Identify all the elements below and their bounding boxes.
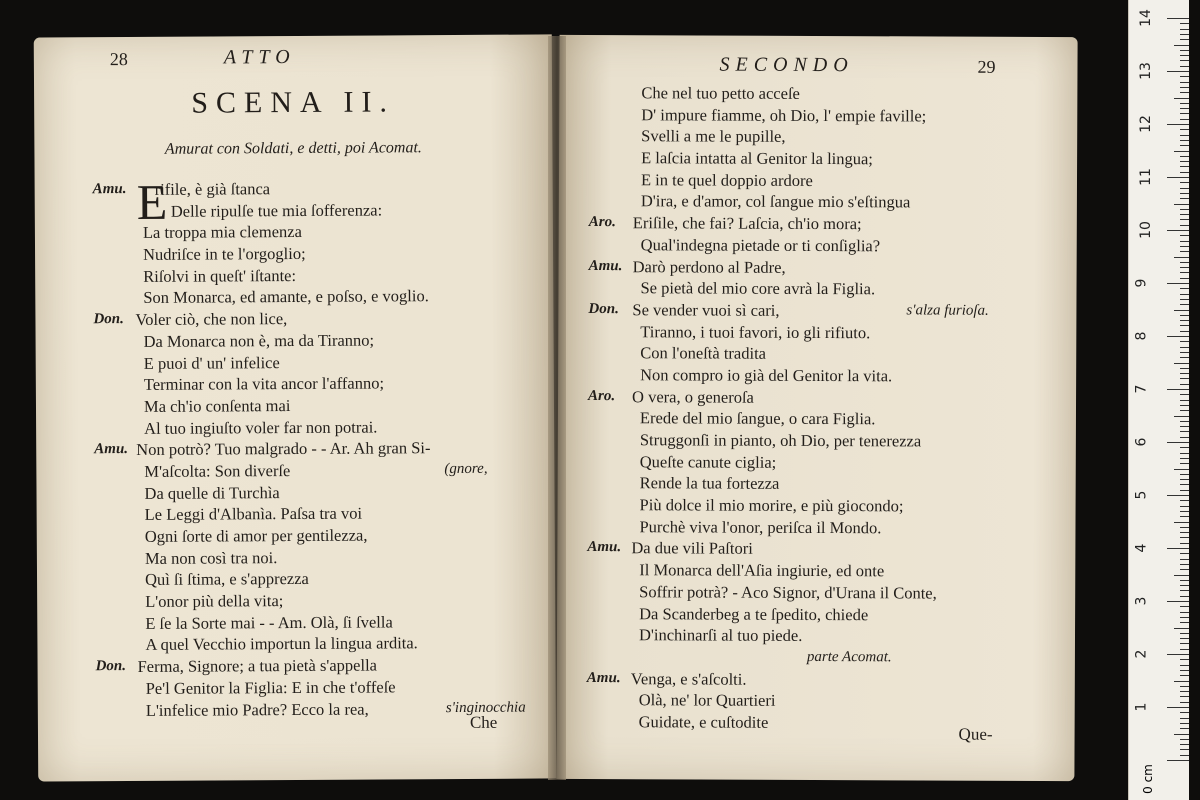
- verse-line: [588, 299, 1058, 323]
- ruler-tick: [1180, 23, 1189, 24]
- ruler-tick: [1180, 410, 1189, 411]
- verse-line: [587, 668, 1057, 692]
- verse-line: [588, 407, 1058, 431]
- verse-text: Eriſile, che fai? Laſcia, ch'io mora;: [632, 213, 862, 234]
- verse-text: Con l'oneſtà tradita: [640, 343, 767, 364]
- ruler-tick: [1180, 405, 1189, 406]
- verse-text: Da Monarca non è, ma da Tiranno;: [143, 330, 375, 351]
- verse-line: [95, 523, 545, 547]
- ruler-tick: [1180, 723, 1189, 724]
- verse-line: [94, 372, 544, 396]
- ruler-tick: [1180, 453, 1189, 454]
- right-page: [556, 35, 1077, 781]
- verse-text: A quel Vecchio importun la lingua ardita.: [145, 633, 418, 655]
- speaker-label: Amu.: [94, 441, 129, 458]
- ruler-tick: [1180, 325, 1189, 326]
- verse-line: [93, 198, 543, 222]
- ruler-tick: [1180, 198, 1189, 199]
- verse-line: [95, 610, 545, 634]
- ruler-tick: [1180, 739, 1189, 740]
- ruler-number: 3: [1133, 596, 1150, 606]
- verse-text: Quì ſi ſtima, e s'apprezza: [144, 569, 309, 590]
- ruler-tick: [1180, 580, 1189, 581]
- ruler-tick: [1180, 352, 1189, 353]
- ruler-tick: [1167, 548, 1189, 549]
- ruler-tick: [1180, 378, 1189, 379]
- verse-line: [587, 537, 1057, 561]
- verse-text: Rende la tua fortezza: [639, 473, 780, 494]
- ruler-number: 10: [1137, 221, 1154, 239]
- verse-line: [589, 256, 1059, 280]
- verse-text: D' impure fiamme, oh Dio, l' empie faville;: [641, 104, 927, 126]
- ruler-tick: [1180, 166, 1189, 167]
- verse-text: Soffrir potrà? - Aco Signor, d'Urana il Conte,: [639, 582, 937, 603]
- verse-line: [588, 472, 1058, 496]
- ruler-tick: [1180, 718, 1189, 719]
- verse-line: [95, 567, 545, 591]
- speaker-label: Don.: [93, 311, 124, 328]
- stage-direction: Amurat con Soldati, e detti, poi Acomat.: [164, 139, 422, 158]
- ruler-tick: [1180, 590, 1189, 591]
- verse-line: [94, 480, 544, 504]
- ruler-tick: [1180, 617, 1189, 618]
- ruler-tick: [1174, 416, 1189, 417]
- ruler-tick: [1167, 177, 1189, 178]
- ruler-tick: [1180, 288, 1189, 289]
- ruler-unit-label: 0 cm: [1140, 764, 1155, 794]
- ruler-tick: [1180, 246, 1189, 247]
- ruler-tick: [1180, 490, 1189, 491]
- ruler-tick: [1180, 559, 1189, 560]
- ruler-tick: [1180, 92, 1189, 93]
- ruler-tick: [1180, 606, 1189, 607]
- ruler-tick: [1180, 39, 1189, 40]
- ruler-tick: [1180, 341, 1189, 342]
- ruler-tick: [1180, 267, 1189, 268]
- ruler-tick: [1180, 649, 1189, 650]
- ruler-tick: [1174, 257, 1189, 258]
- verse-text: Ma non così tra noi.: [144, 547, 278, 568]
- page-number-left: 28: [109, 49, 128, 70]
- ruler-tick: [1180, 161, 1189, 162]
- ruler-tick: [1180, 500, 1189, 501]
- ruler-tick: [1167, 760, 1189, 761]
- scene-title: SCENA II.: [191, 85, 396, 120]
- verse-text: Se vender vuoi sì cari,: [632, 300, 780, 320]
- ruler-tick: [1180, 129, 1189, 130]
- verse-line: [587, 624, 1057, 648]
- running-head-right: SECONDO: [719, 53, 854, 77]
- ruler-number: 8: [1133, 331, 1150, 341]
- stage-aside: parte Acomat.: [806, 648, 892, 666]
- ruler-number: 7: [1133, 384, 1150, 394]
- verse-text: L'onor più della vita;: [145, 591, 284, 611]
- ruler-tick: [1180, 749, 1189, 750]
- ruler-tick: [1180, 612, 1189, 613]
- ruler-tick: [1180, 55, 1189, 56]
- verse-text: Qual'indegna pietade or ti conſiglia?: [640, 235, 881, 256]
- ruler-tick: [1180, 643, 1189, 644]
- verse-text: Nudriſce in te l'orgoglio;: [143, 243, 306, 264]
- ruler-tick: [1180, 670, 1189, 671]
- ruler-tick: [1180, 569, 1189, 570]
- measurement-ruler: [1128, 0, 1189, 800]
- ruler-tick: [1180, 474, 1189, 475]
- verse-line: [589, 234, 1059, 258]
- ruler-tick: [1180, 755, 1189, 756]
- ruler-tick: [1180, 479, 1189, 480]
- verse-line: [589, 104, 1059, 128]
- ruler-tick: [1174, 45, 1189, 46]
- ruler-tick: [1180, 299, 1189, 300]
- running-head-left: ATTO: [223, 45, 296, 69]
- ruler-tick: [1180, 712, 1189, 713]
- verse-text: E ſe la Sorte mai - - Am. Olà, ſi ſvella: [145, 612, 393, 633]
- ruler-tick: [1180, 87, 1189, 88]
- verse-text: Olà, ne' lor Quartieri: [638, 690, 776, 711]
- verse-text: Che nel tuo petto acceſe: [641, 83, 800, 103]
- ruler-tick: [1180, 235, 1189, 236]
- verse-line: [94, 437, 544, 461]
- verse-text: Ma ch'io conſenta mai: [143, 395, 291, 416]
- ruler-tick: [1180, 622, 1189, 623]
- verse-line: [93, 242, 543, 266]
- ruler-tick: [1180, 585, 1189, 586]
- ruler-tick: [1180, 241, 1189, 242]
- ruler-tick: [1180, 553, 1189, 554]
- ruler-tick: [1180, 294, 1189, 295]
- ruler-number: 9: [1133, 278, 1150, 288]
- ruler-number: 4: [1133, 543, 1150, 553]
- verse-text: Son Monarca, ed amante, e poſso, e voglio.: [143, 286, 429, 308]
- ruler-tick: [1180, 394, 1189, 395]
- ruler-tick: [1174, 734, 1189, 735]
- ruler-tick: [1180, 384, 1189, 385]
- verse-line: [93, 263, 543, 287]
- ruler-tick: [1180, 633, 1189, 634]
- speaker-label: Amu.: [92, 181, 127, 198]
- verse-line: [587, 689, 1057, 713]
- verse-line: [587, 602, 1057, 626]
- ruler-tick: [1167, 230, 1189, 231]
- ruler-tick: [1180, 686, 1189, 687]
- verse-text: Ferma, Signore; a tua pietà s'appella: [137, 655, 378, 677]
- ruler-tick: [1180, 182, 1189, 183]
- verse-line: [93, 220, 543, 244]
- book-gutter: [548, 36, 566, 780]
- page-number-right: 29: [977, 56, 996, 77]
- ruler-tick: [1180, 29, 1189, 30]
- stage-aside: (gnore,: [444, 460, 488, 478]
- verse-text: Riſolvi in queſt' iſtante:: [143, 265, 297, 286]
- ruler-tick: [1174, 363, 1189, 364]
- verse-text: D'inchinarſi al tuo piede.: [638, 625, 803, 646]
- ruler-tick: [1180, 278, 1189, 279]
- verse-text: Purchè viva l'onor, periſca il Mondo.: [639, 516, 882, 538]
- verse-lines-left: [92, 173, 546, 721]
- left-page: [34, 34, 557, 781]
- verse-line: [94, 415, 544, 439]
- speaker-label: Don.: [95, 658, 127, 675]
- ruler-tick: [1174, 681, 1189, 682]
- ruler-tick: [1167, 654, 1189, 655]
- verse-text: Al tuo ingiuſto voler far non potrai.: [144, 417, 378, 438]
- ruler-tick: [1180, 511, 1189, 512]
- ruler-tick: [1180, 156, 1189, 157]
- ruler-tick: [1180, 638, 1189, 639]
- ruler-tick: [1180, 262, 1189, 263]
- speaker-label: Amu.: [588, 257, 623, 274]
- verse-line: [96, 654, 546, 678]
- ruler-tick: [1180, 484, 1189, 485]
- verse-text: Non potrò? Tuo malgrado - - Ar. Ah gran Si-: [136, 438, 431, 460]
- verse-text: L'infelice mio Padre? Ecco la rea,: [145, 699, 369, 720]
- ruler-tick: [1167, 442, 1189, 443]
- ruler-tick: [1180, 373, 1189, 374]
- ruler-tick: [1180, 272, 1189, 273]
- ruler-tick: [1180, 532, 1189, 533]
- verse-line: [588, 277, 1058, 301]
- ruler-tick: [1180, 357, 1189, 358]
- ruler-tick: [1180, 665, 1189, 666]
- ruler-tick: [1180, 145, 1189, 146]
- ruler-number: 2: [1133, 649, 1150, 659]
- verse-line: [95, 502, 545, 526]
- catchword-right: Que-: [958, 724, 993, 744]
- ruler-tick: [1174, 522, 1189, 523]
- verse-line: [587, 559, 1057, 583]
- verse-line: [587, 581, 1057, 605]
- verse-line: [589, 212, 1059, 236]
- verse-text: D'ira, e d'amor, col ſangue mio s'eſtingua: [640, 191, 911, 212]
- ruler-tick: [1180, 506, 1189, 507]
- speaker-label: Aro.: [588, 387, 616, 404]
- verse-text: Voler ciò, che non lice,: [135, 309, 288, 330]
- ruler-number: 12: [1137, 115, 1154, 133]
- verse-text: E laſcia intatta al Genitor la lingua;: [641, 148, 873, 169]
- ruler-tick: [1174, 98, 1189, 99]
- ruler-tick: [1167, 495, 1189, 496]
- ruler-tick: [1180, 564, 1189, 565]
- ruler-tick: [1167, 389, 1189, 390]
- verse-line: [587, 516, 1057, 540]
- verse-text: Da Scanderbeg a te ſpedito, chiede: [639, 603, 869, 624]
- ruler-tick: [1174, 310, 1189, 311]
- verse-line: [95, 632, 545, 656]
- ruler-tick: [1180, 209, 1189, 210]
- verse-line: [589, 169, 1059, 193]
- ruler-number: 1: [1133, 702, 1150, 712]
- verse-text: Terminar con la vita ancor l'affanno;: [143, 373, 385, 395]
- verse-text: E in te quel doppio ardore: [640, 169, 813, 190]
- ruler-tick: [1180, 225, 1189, 226]
- ruler-tick: [1180, 172, 1189, 173]
- verse-text: Pe'l Genitor la Figlia: E in che t'offeſe: [145, 677, 396, 698]
- verse-line: [588, 321, 1058, 345]
- verse-text: Tiranno, i tuoi favori, io gli rifiuto.: [640, 321, 871, 342]
- ruler-tick: [1180, 34, 1189, 35]
- ruler-tick: [1180, 702, 1189, 703]
- ruler-tick: [1180, 193, 1189, 194]
- ruler-tick: [1180, 400, 1189, 401]
- ruler-tick: [1180, 219, 1189, 220]
- ruler-tick: [1180, 368, 1189, 369]
- ruler-tick: [1180, 537, 1189, 538]
- ruler-tick: [1167, 124, 1189, 125]
- verse-text: Delle ripulſe tue mia ſofferenza:: [170, 200, 383, 221]
- verse-text: Più dolce il mio morire, e più giocondo;: [639, 495, 904, 516]
- ruler-number: 5: [1133, 490, 1150, 500]
- verse-line: [588, 386, 1058, 410]
- ruler-tick: [1180, 251, 1189, 252]
- ruler-tick: [1180, 108, 1189, 109]
- ruler-tick: [1180, 214, 1189, 215]
- ruler-tick: [1180, 543, 1189, 544]
- verse-lines-right: [587, 82, 1060, 735]
- verse-text: O vera, o generoſa: [632, 386, 754, 407]
- verse-text: Non compro io già del Genitor la vita.: [640, 365, 893, 386]
- stage-aside: s'inginocchia: [445, 699, 526, 716]
- verse-line: [589, 147, 1059, 171]
- ruler-tick: [1180, 82, 1189, 83]
- verse-line: [93, 176, 543, 200]
- ruler-tick: [1180, 113, 1189, 114]
- drop-cap: E: [136, 173, 168, 230]
- ruler-tick: [1180, 421, 1189, 422]
- verse-text: M'aſcolta: Son diverſe: [144, 460, 291, 481]
- ruler-number: 6: [1133, 437, 1150, 447]
- verse-text: E puoi d' un' infelice: [143, 352, 280, 373]
- verse-text: Queſte canute ciglia;: [639, 451, 777, 472]
- verse-text: Svelli a me le pupille,: [641, 126, 786, 147]
- ruler-tick: [1180, 320, 1189, 321]
- verse-line: [96, 675, 546, 699]
- verse-line: [588, 342, 1058, 366]
- ruler-tick: [1174, 575, 1189, 576]
- ruler-tick: [1180, 516, 1189, 517]
- ruler-tick: [1180, 744, 1189, 745]
- ruler-tick: [1180, 691, 1189, 692]
- verse-line: [588, 364, 1058, 388]
- ruler-tick: [1180, 527, 1189, 528]
- stage-aside: s'alza furioſa.: [906, 302, 989, 319]
- ruler-tick: [1167, 336, 1189, 337]
- ruler-tick: [1167, 601, 1189, 602]
- verse-text: Da due vili Paſtori: [631, 538, 753, 559]
- ruler-tick: [1180, 76, 1189, 77]
- verse-text: Guidate, e cuſtodite: [638, 712, 769, 732]
- verse-text: Le Leggi d'Albanìa. Paſsa tra voi: [144, 503, 363, 525]
- verse-line: [94, 458, 544, 482]
- verse-text: Erede del mio ſangue, o cara Figlia.: [639, 408, 876, 429]
- ruler-tick: [1174, 628, 1189, 629]
- verse-line: [94, 350, 544, 374]
- verse-text: Il Monarca dell'Aſia ingiurie, ed onte: [639, 560, 885, 581]
- verse-line: [588, 429, 1058, 453]
- verse-text: Ogni ſorte di amor per gentilezza,: [144, 525, 368, 546]
- verse-text: Se pietà del mio core avrà la Figlia.: [640, 278, 876, 299]
- ruler-tick: [1174, 151, 1189, 152]
- ruler-tick: [1180, 331, 1189, 332]
- ruler-tick: [1180, 140, 1189, 141]
- speaker-label: Aro.: [588, 214, 616, 231]
- verse-line: [93, 285, 543, 309]
- speaker-label: Amu.: [586, 669, 621, 686]
- ruler-tick: [1180, 50, 1189, 51]
- ruler-tick: [1180, 103, 1189, 104]
- ruler-tick: [1180, 659, 1189, 660]
- ruler-tick: [1180, 66, 1189, 67]
- verse-line: [95, 545, 545, 569]
- ruler-tick: [1180, 596, 1189, 597]
- verse-text: Venga, e s'aſcolti.: [630, 668, 747, 689]
- ruler-number: 13: [1137, 62, 1154, 80]
- ruler-tick: [1180, 426, 1189, 427]
- ruler-number: 11: [1137, 168, 1154, 186]
- ruler-tick: [1167, 71, 1189, 72]
- speaker-label: Don.: [588, 300, 619, 318]
- verse-text: La troppa mia clemenza: [142, 222, 302, 243]
- speaker-label: Amu.: [587, 539, 622, 556]
- ruler-tick: [1180, 431, 1189, 432]
- open-book: [36, 36, 1076, 780]
- ruler-tick: [1167, 283, 1189, 284]
- ruler-tick: [1167, 707, 1189, 708]
- catchword-left: Che: [469, 712, 498, 732]
- ruler-tick: [1180, 135, 1189, 136]
- ruler-tick: [1180, 304, 1189, 305]
- verse-line: [587, 646, 1057, 670]
- ruler-tick: [1167, 18, 1189, 19]
- ruler-tick: [1180, 458, 1189, 459]
- ruler-tick: [1180, 728, 1189, 729]
- ruler-tick: [1180, 696, 1189, 697]
- verse-text: Struggonſi in pianto, oh Dio, per tenerezza: [639, 430, 922, 451]
- ruler-tick: [1174, 469, 1189, 470]
- verse-text: Darò perdono al Padre,: [632, 256, 786, 277]
- verse-line: [94, 393, 544, 417]
- verse-line: [589, 190, 1059, 214]
- ruler-tick: [1180, 60, 1189, 61]
- ruler-tick: [1180, 463, 1189, 464]
- ruler-tick: [1180, 347, 1189, 348]
- verse-line: [95, 589, 545, 613]
- ruler-tick: [1180, 675, 1189, 676]
- ruler-number: 14: [1137, 9, 1154, 27]
- verse-line: [94, 328, 544, 352]
- verse-line: [93, 307, 543, 331]
- verse-text: Da quelle di Turchìa: [144, 482, 280, 503]
- verse-line: [589, 82, 1059, 106]
- ruler-tick: [1180, 188, 1189, 189]
- verse-line: [588, 494, 1058, 518]
- ruler-tick: [1180, 119, 1189, 120]
- verse-line: [589, 125, 1059, 149]
- ruler-tick: [1180, 447, 1189, 448]
- verse-line: [588, 451, 1058, 475]
- ruler-tick: [1180, 437, 1189, 438]
- ruler-tick: [1174, 204, 1189, 205]
- verse-text: rifile, è già ſtanca: [154, 179, 271, 199]
- ruler-tick: [1180, 315, 1189, 316]
